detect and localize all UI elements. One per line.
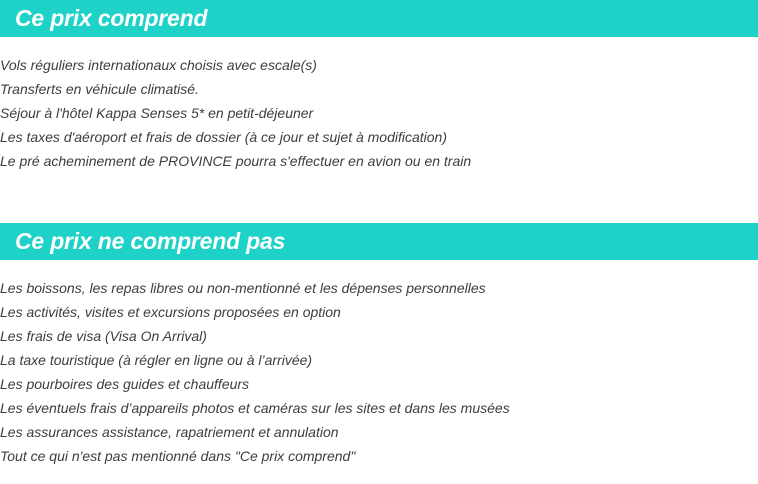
list-item: Le pré acheminement de PROVINCE pourra s'effectuer en avion ou en train	[0, 153, 472, 169]
list-item: Transferts en véhicule climatisé.	[0, 81, 199, 97]
list-item: Les éventuels frais d’appareils photos et caméras sur les sites et dans les musées	[0, 400, 510, 416]
list-item: Les boissons, les repas libres ou non-mentionné et les dépenses personnelles	[0, 280, 486, 296]
list-item: Les pourboires des guides et chauffeurs	[0, 376, 250, 392]
list-item: La taxe touristique (à régler en ligne ou à l’arrivée)	[0, 352, 313, 368]
price-excludes-title: Ce prix ne comprend pas	[15, 227, 286, 254]
price-includes-list	[0, 53, 758, 173]
list-item: Vols réguliers internationaux choisis avec escale(s)	[0, 57, 317, 73]
list-item: Tout ce qui n'est pas mentionné dans "Ce prix comprend"	[0, 448, 356, 464]
price-excludes-section	[0, 223, 758, 468]
price-includes-title: Ce prix comprend	[15, 4, 208, 31]
list-item: Les frais de visa (Visa On Arrival)	[0, 328, 207, 344]
list-item: Les assurances assistance, rapatriement et annulation	[0, 424, 339, 440]
price-excludes-list	[0, 276, 758, 468]
price-excludes-header	[0, 223, 758, 260]
price-includes-section	[0, 0, 758, 173]
list-item: Les activités, visites et excursions proposées en option	[0, 304, 341, 320]
price-includes-header	[0, 0, 758, 37]
list-item: Séjour à l'hôtel Kappa Senses 5* en petit-déjeuner	[0, 105, 314, 121]
list-item: Les taxes d'aéroport et frais de dossier (à ce jour et sujet à modification)	[0, 129, 448, 145]
